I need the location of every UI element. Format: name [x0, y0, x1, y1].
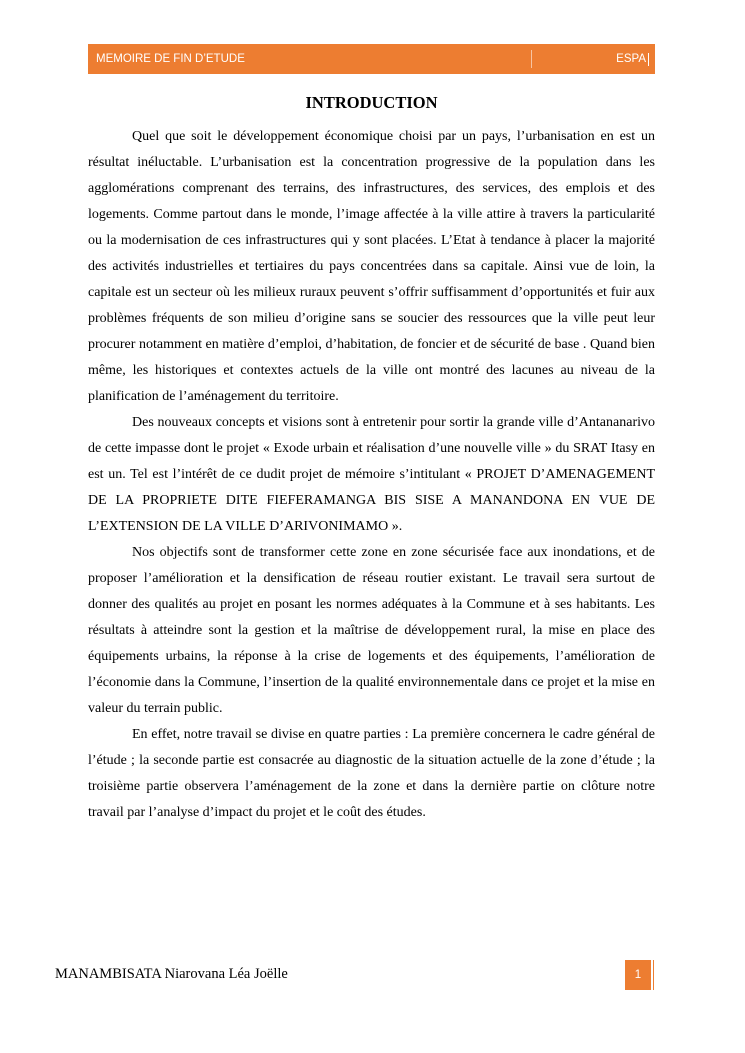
paragraph: Nos objectifs sont de transformer cette zone en zone sécurisée face aux inondations, et de proposer l’amélioration et la densification de réseau routier existant. Le travail sera surtout de donner des qualités au projet en posant les normes adéquates à la Commune et à ses habitants. Les résultats à atteindre sont la gestion et la maîtrise de développement rural, la mise en place des équipements urbains, la réponse à la crise de logements et des équipements, l’amélioration de l’économie dans la Commune, l’insertion de la qualité environnementale dans ce projet et la mise en valeur du terrain public. — [88, 545, 655, 716]
paragraph: Quel que soit le développement économique choisi par un pays, l’urbanisation en est un résultat inéluctable. L’urbanisation est la concentration progressive de la population dans les agglomérations comprenant des terrains, des infrastructures, des services, des emplois et des logements. Comme partout dans le monde, l’image affectée à la ville attire à travers la particularité ou la modernisation de ces infrastructures qui y sont placées. L’Etat à tendance à placer la majorité des activités industrielles et tertiaires du pays concentrées dans sa capitale. Ainsi vue de loin, la capitale est un secteur où les milieux ruraux peuvent s’offrir suffisamment d’opportunités et fuir aux problèmes fréquents de son milieu d’origine sans se soucier des ressources que la ville peut leur procurer notamment en matière d’emploi, d’habitation, de foncier et de sécurité de base . Quand bien même, les historiques et contextes actuels de la ville ont montré des lacunes au niveau de la planification de l’aménagement du territoire. — [88, 129, 655, 404]
paragraph: En effet, notre travail se divise en quatre parties : La première concernera le cadre général de l’étude ; la seconde partie est consacrée au diagnostic de la situation actuelle de la zone d’étude ; la troisième partie observera l’aménagement de la zone et dans la dernière partie on clôture notre travail par l’analyse d’impact du projet et le coût des études. — [88, 727, 655, 820]
footer-author: MANAMBISATA Niarovana Léa Joëlle — [55, 966, 288, 982]
page-header — [88, 44, 655, 74]
header-divider — [531, 50, 532, 68]
header-document-type: MEMOIRE DE FIN D’ETUDE — [96, 53, 245, 65]
paragraph: Des nouveaux concepts et visions sont à entretenir pour sortir la grande ville d’Antananarivo de cette impasse dont le projet « Exode urbain et réalisation d’une nouvelle ville » du SRAT Itasy en est un. Tel est l’intérêt de ce dudit projet de mémoire s’intitulant « PROJET D’AMENAGEMENT DE LA PROPRIETE DITE FIEFERAMANGA BIS SISE A MANANDONA EN VUE DE L’EXTENSION DE LA VILLE D’ARIVONIMAMO ». — [88, 415, 655, 534]
section-title: INTRODUCTION — [305, 93, 438, 112]
body-text — [88, 124, 655, 826]
page-number: 1 — [625, 960, 653, 990]
header-institution: ESPA — [616, 53, 649, 66]
